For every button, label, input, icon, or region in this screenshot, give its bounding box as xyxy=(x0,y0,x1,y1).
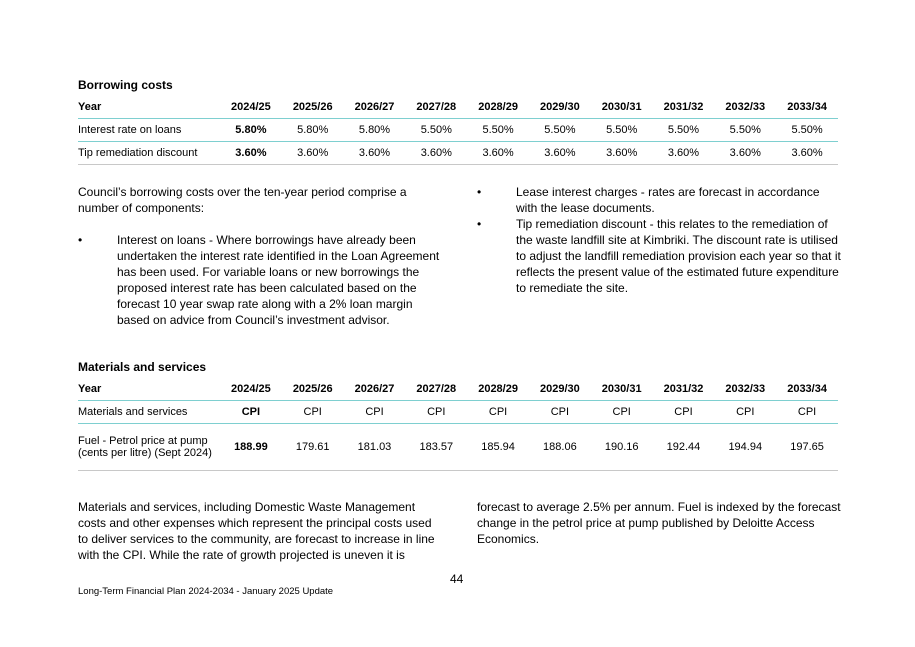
header-year: 2027/28 xyxy=(416,383,457,395)
row-value: 192.44 xyxy=(666,441,701,453)
bullet-interest-on-loans xyxy=(78,232,448,328)
row-label: Tip remediation discount xyxy=(78,147,198,159)
row-value: CPI xyxy=(365,406,384,418)
row-value: 3.60% xyxy=(420,147,452,159)
row-value: CPI xyxy=(736,406,755,418)
header-year: 2032/33 xyxy=(725,383,766,395)
page-footer: Long-Term Financial Plan 2024-2034 - January 2025 Update xyxy=(78,586,334,597)
row-value: 5.80% xyxy=(235,124,267,136)
row-value: 5.50% xyxy=(729,124,761,136)
header-label: Year xyxy=(78,101,102,113)
header-year: 2030/31 xyxy=(601,101,642,113)
header-year: 2029/30 xyxy=(540,101,580,113)
row-value: 3.60% xyxy=(606,147,638,159)
row-value: 5.50% xyxy=(791,124,823,136)
header-year: 2033/34 xyxy=(787,383,827,395)
row-value: 179.61 xyxy=(295,441,330,453)
header-year: 2024/25 xyxy=(231,101,271,113)
bullet-tip-remediation xyxy=(477,216,842,296)
row-label: Fuel - Petrol price at pump (cents per litre) (Sept 2024) xyxy=(78,435,212,459)
row-value: 183.57 xyxy=(419,441,454,453)
row-value: 185.94 xyxy=(481,441,515,453)
header-year: 2026/27 xyxy=(354,101,395,113)
row-value: 3.60% xyxy=(729,147,761,159)
bullet-text: Tip remediation discount - this relates to the remediation of the waste landfill site at Kimbriki. The discount rate is utilised to adjust the landfill remediation provision each year so that it reflects the present value of the estimated future expenditure to remediate the site. xyxy=(516,217,841,295)
row-value: 5.50% xyxy=(606,124,638,136)
page-number: 44 xyxy=(450,572,464,586)
row-label: Interest rate on loans xyxy=(78,124,182,136)
row-value: 3.60% xyxy=(482,147,514,159)
row-value: 190.16 xyxy=(604,441,639,453)
row-value: 3.60% xyxy=(297,147,329,159)
row-value: CPI xyxy=(612,406,631,418)
borrowing-intro-text: Council’s borrowing costs over the ten-year period comprise a number of components: xyxy=(78,185,407,215)
row-value: CPI xyxy=(674,406,693,418)
row-value: 197.65 xyxy=(790,441,824,453)
header-year: 2025/26 xyxy=(292,383,333,395)
table-row xyxy=(78,119,838,142)
materials-right-text: forecast to average 2.5% per annum. Fuel is indexed by the forecast change in the petrol price at pump published by Deloitte Access Economics. xyxy=(477,500,841,546)
bullet-marker: • xyxy=(477,217,482,231)
table-header-row xyxy=(78,378,838,401)
header-year: 2033/34 xyxy=(787,101,827,113)
row-value: 3.60% xyxy=(791,147,823,159)
row-value: 3.60% xyxy=(544,147,576,159)
row-value: 5.50% xyxy=(544,124,576,136)
materials-services-heading: Materials and services xyxy=(78,360,207,374)
header-year: 2031/32 xyxy=(663,383,704,395)
bullet-text: Lease interest charges - rates are forecast in accordance with the lease documents. xyxy=(516,185,820,215)
row-value: 194.94 xyxy=(728,441,763,453)
header-label: Year xyxy=(78,383,102,395)
bullet-text: Interest on loans - Where borrowings have already been undertaken the interest rate identified in the Loan Agreement has been used. For variable loans or new borrowings the proposed interest rate has been calculated based on the forecast 10 year swap rate along with a 2% loan margin based on advice from Council’s investment advisor. xyxy=(117,233,440,327)
row-value: 3.60% xyxy=(358,147,391,159)
table-row xyxy=(78,142,838,165)
borrowing-left-column xyxy=(78,184,448,328)
row-value: CPI xyxy=(241,406,261,418)
table-header-row xyxy=(78,96,838,119)
header-year: 2029/30 xyxy=(540,383,580,395)
row-value: CPI xyxy=(488,406,508,418)
bullet-marker: • xyxy=(477,185,482,199)
row-value: 5.50% xyxy=(482,124,514,136)
row-value: 188.99 xyxy=(234,441,268,453)
header-year: 2031/32 xyxy=(663,101,704,113)
row-value: CPI xyxy=(797,406,817,418)
row-value: 5.80% xyxy=(297,124,329,136)
bullet-lease-interest xyxy=(477,184,842,216)
header-year: 2028/29 xyxy=(478,101,518,113)
row-value: 188.06 xyxy=(543,441,577,453)
row-value: 3.60% xyxy=(667,147,700,159)
row-value: 3.60% xyxy=(235,147,267,159)
row-value: 5.80% xyxy=(358,124,391,136)
header-year: 2027/28 xyxy=(416,101,457,113)
row-value: CPI xyxy=(427,406,446,418)
row-value: 181.03 xyxy=(357,441,392,453)
table-row xyxy=(78,424,838,471)
header-year: 2030/31 xyxy=(601,383,642,395)
header-year: 2028/29 xyxy=(478,383,518,395)
borrowing-costs-heading: Borrowing costs xyxy=(78,78,173,92)
materials-left-text: Materials and services, including Domestic Waste Management costs and other expenses which represent the principal costs used to deliver services to the community, are forecast to increase in line with the CPI. While the rate of growth projected is uneven it is xyxy=(78,500,435,562)
row-value: 5.50% xyxy=(667,124,700,136)
header-year: 2025/26 xyxy=(292,101,333,113)
header-year: 2024/25 xyxy=(231,383,271,395)
borrowing-right-column xyxy=(477,184,842,296)
row-label: Materials and services xyxy=(78,406,188,418)
header-year: 2032/33 xyxy=(725,101,766,113)
table-row xyxy=(78,401,838,424)
bullet-marker: • xyxy=(78,233,83,247)
row-value: CPI xyxy=(550,406,570,418)
materials-services-table xyxy=(78,378,838,471)
row-value: 5.50% xyxy=(420,124,452,136)
row-value: CPI xyxy=(303,406,322,418)
header-year: 2026/27 xyxy=(354,383,395,395)
borrowing-costs-table xyxy=(78,96,838,165)
